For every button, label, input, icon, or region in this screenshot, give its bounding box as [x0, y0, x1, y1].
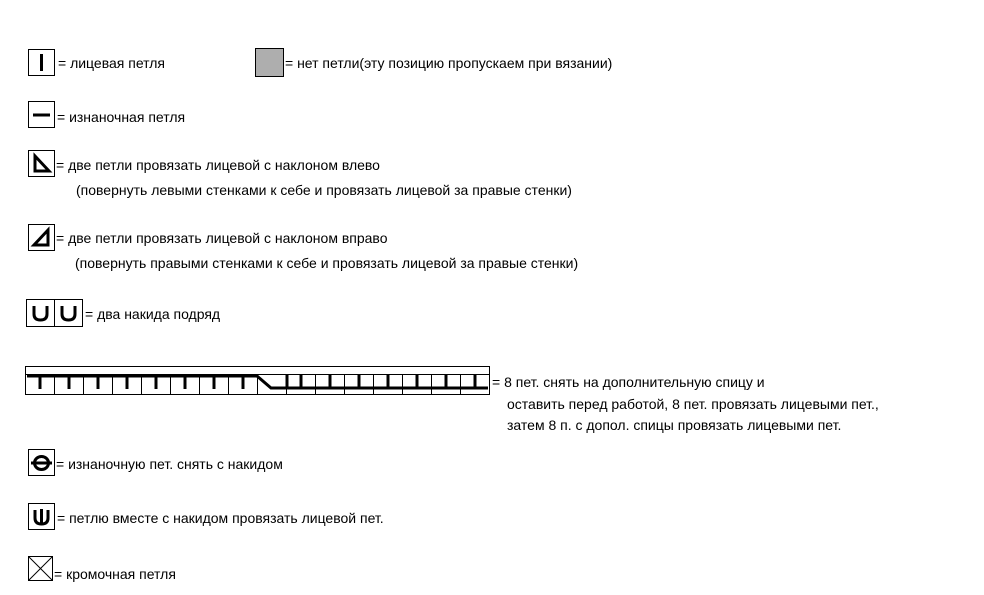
knit-stitch-icon — [28, 49, 56, 77]
k2tog-right-label-2: (повернуть правыми стенками к себе и провязать лицевой за правые стенки) — [75, 255, 579, 271]
purl-stitch-label: = изнаночная петля — [57, 109, 186, 125]
edge-stitch-label: = кромочная петля — [54, 566, 176, 582]
k2tog-left-label-2: (повернуть левыми стенками к себе и провязать лицевой за правые стенки) — [76, 182, 572, 198]
knit-stitch-label: = лицевая петля — [58, 55, 165, 71]
edge-stitch-icon — [28, 556, 54, 582]
k2tog-right-icon — [28, 224, 56, 252]
k2tog-left-icon — [28, 150, 56, 178]
slip-with-yarn-over-icon — [28, 449, 56, 477]
cable-cross-label-3: затем 8 п. с допол. спицы провязать лицевыми пет. — [507, 417, 842, 433]
cable-cross-label-2: оставить перед работой, 8 пет. провязать лицевыми пет., — [507, 396, 879, 412]
slip-with-yarn-over-label: = изнаночную пет. снять с накидом — [56, 456, 283, 472]
no-stitch-label: = нет петли(эту позицию пропускаем при вязании) — [285, 55, 613, 71]
k2tog-left-label-1: = две петли провязать лицевой с наклоном влево — [56, 157, 380, 173]
cable-cross-icon — [25, 366, 491, 396]
yarn-over-twice-label: = два накида подряд — [85, 306, 221, 322]
yarn-over-twice-icon — [26, 299, 84, 328]
cable-cross-label-1: = 8 пет. снять на дополнительную спицу и — [492, 374, 765, 390]
k2tog-right-label-1: = две петли провязать лицевой с наклоном вправо — [56, 230, 388, 246]
knit-with-yarn-over-label: = петлю вместе с накидом провязать лицевой пет. — [57, 510, 384, 526]
no-stitch-icon — [255, 48, 285, 78]
purl-stitch-icon — [28, 101, 56, 129]
knit-with-yarn-over-icon — [28, 503, 56, 531]
